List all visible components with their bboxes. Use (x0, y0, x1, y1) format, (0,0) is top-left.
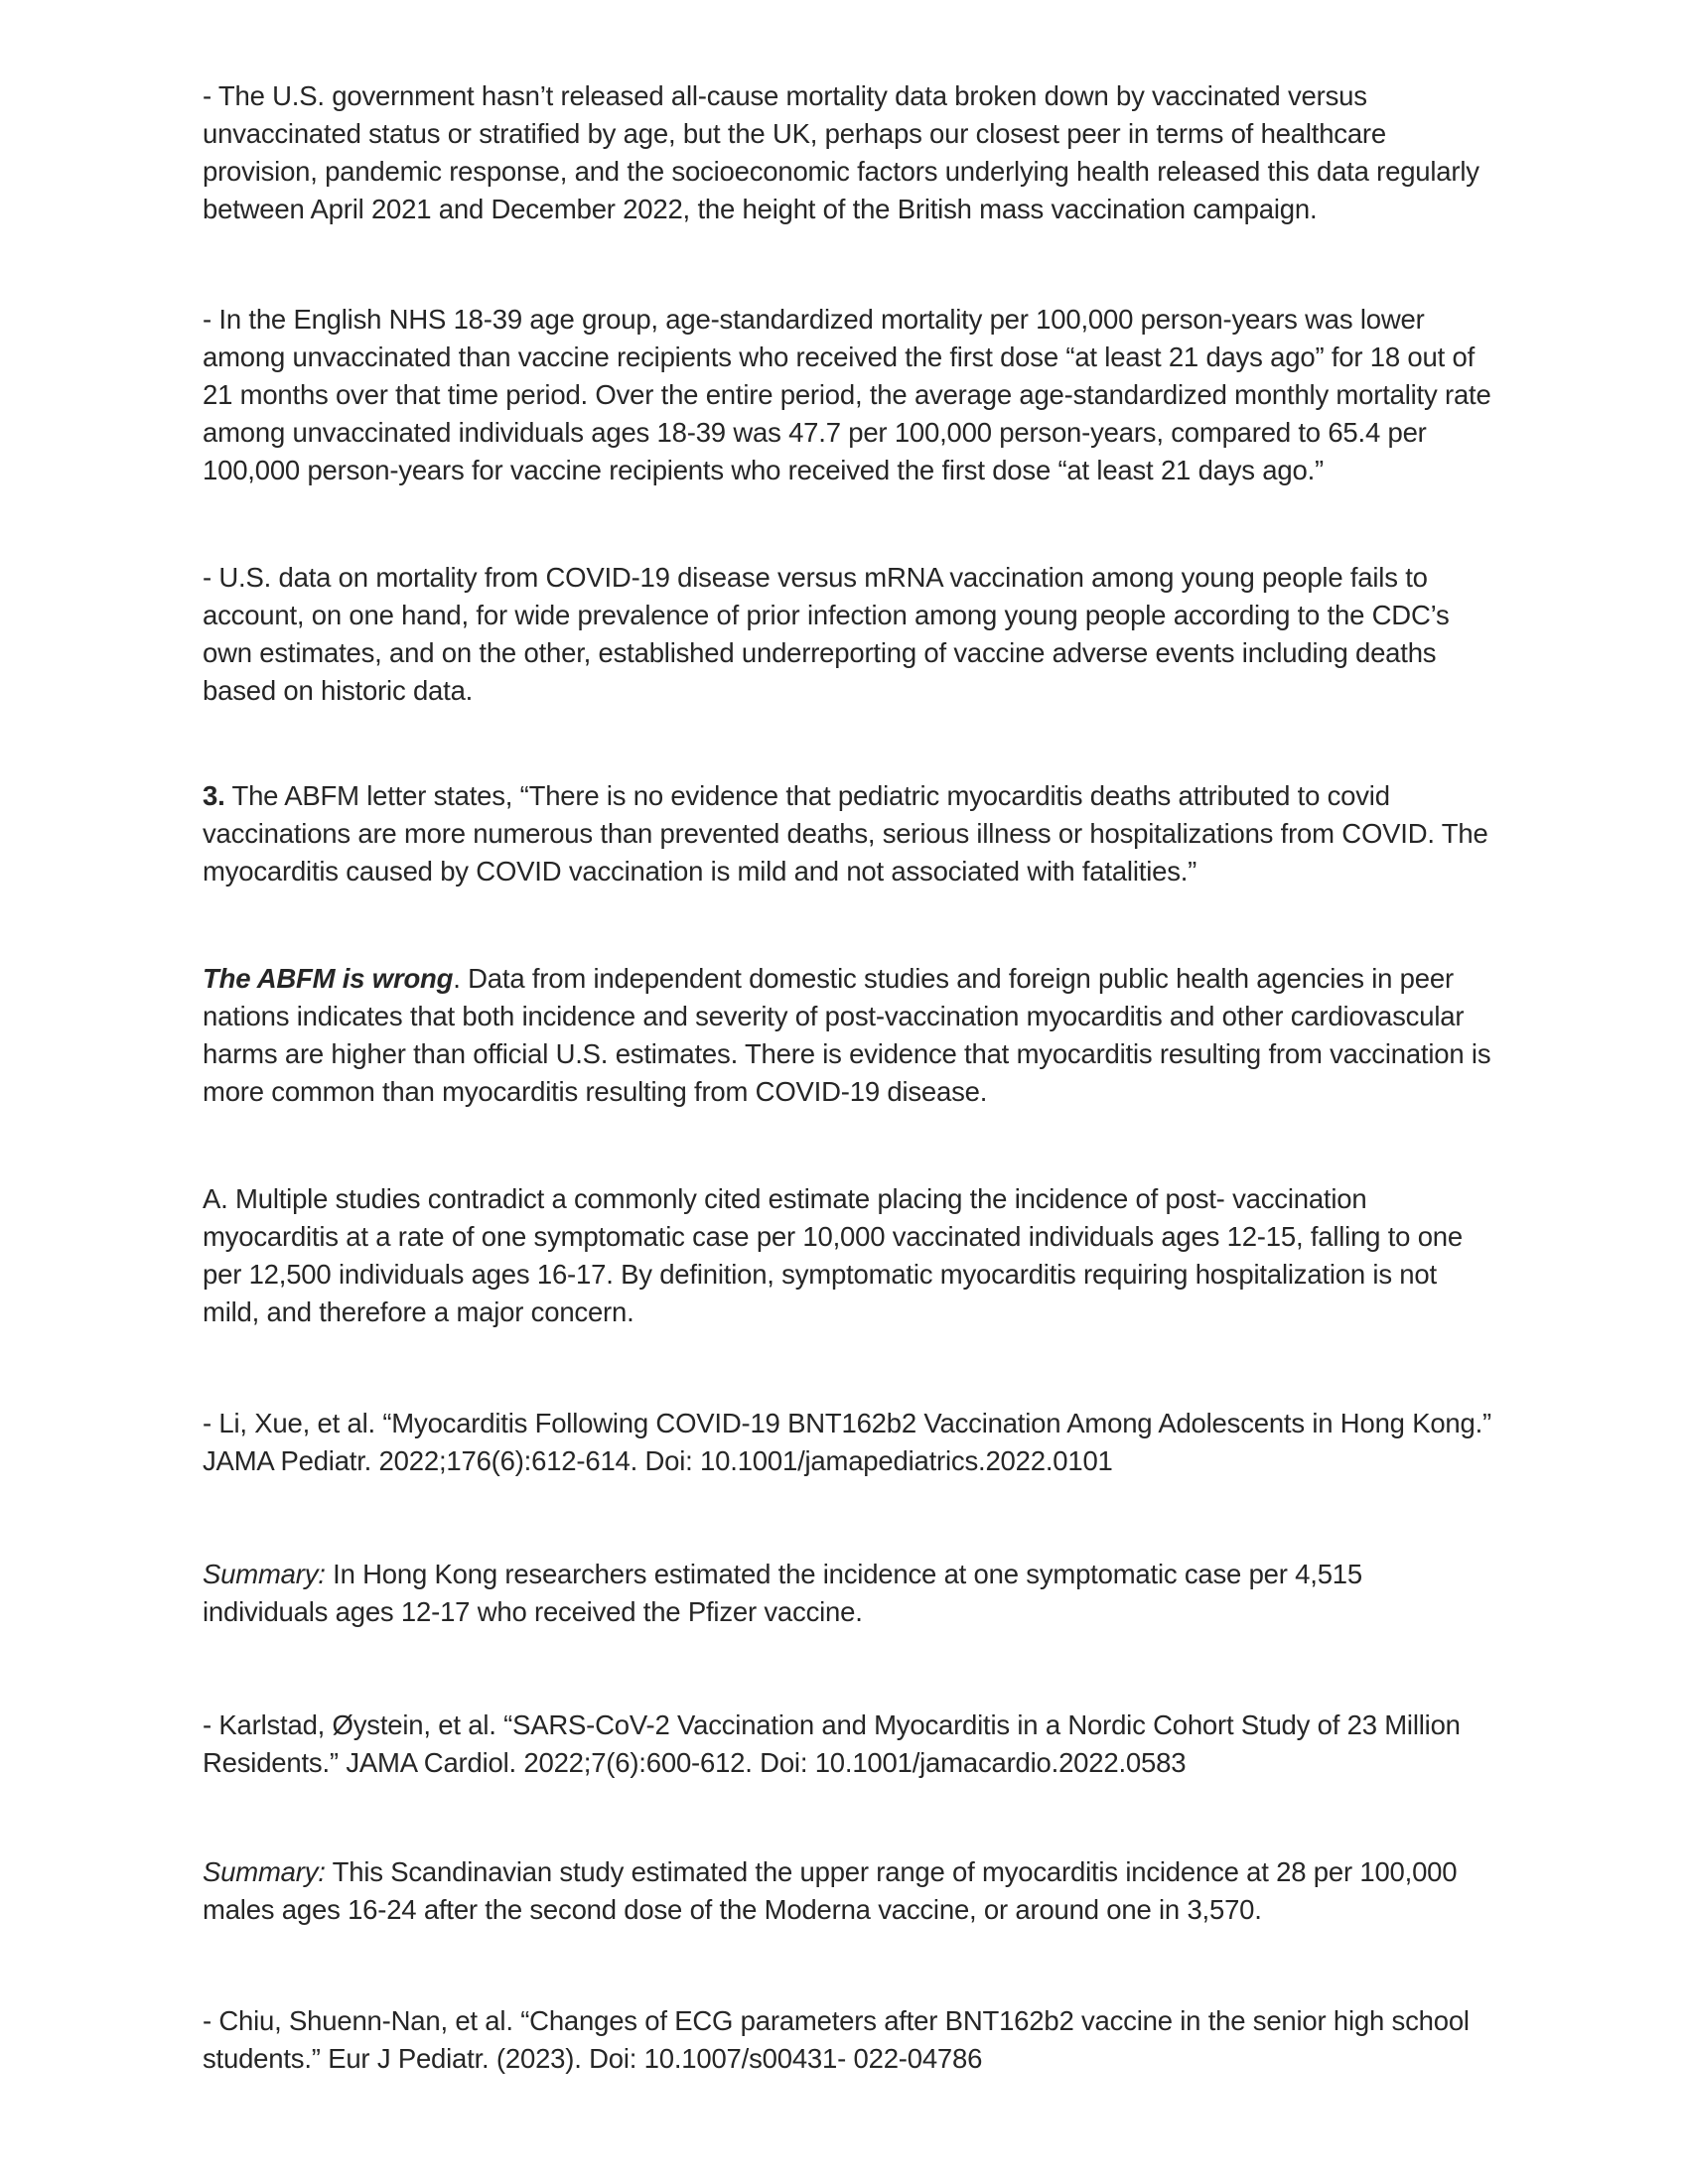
summary-hong-kong (203, 1556, 1493, 1631)
paragraph-spacer (203, 1331, 1493, 1405)
paragraph-spacer (203, 1782, 1493, 1853)
summary-text: This Scandinavian study estimated the upper range of myocarditis incidence at 28 per 100,000 males ages 16-24 after the second dose of the Moderna vaccine, or around one in 3,570. (203, 1856, 1458, 1925)
paragraph-studies-contradict: A. Multiple studies contradict a commonly cited estimate placing the incidence of post- vaccination myocarditis at a rate of one symptomatic case per 10,000 vaccinated individuals ages 12-15, falling to one per 12,500 individuals ages 16-17. By definition, symptomatic myocarditis requiring hospitalization is not mild, and therefore a major concern. (203, 1183, 1463, 1327)
paragraph-spacer (203, 890, 1493, 960)
paragraph-spacer (203, 1929, 1493, 2002)
section-text: The ABFM letter states, “There is no evidence that pediatric myocarditis deaths attributed to covid vaccinations are more numerous than prevented deaths, serious illness or hospitalizations from COVID. The myocarditis caused by COVID vaccination is mild and not associated with fatalities.” (203, 780, 1488, 887)
paragraph-spacer (203, 489, 1493, 559)
paragraph-spacer (203, 228, 1493, 301)
paragraph-us-mortality-data: - U.S. data on mortality from COVID-19 disease versus mRNA vaccination among young people fails to account, on one hand, for wide prevalence of prior infection among young people according to the CDC’s own estimates, and on the other, established underreporting of vaccine adverse events including deaths based on historic data. (203, 562, 1450, 706)
summary-label: Summary: (203, 1559, 326, 1589)
summary-text: In Hong Kong researchers estimated the incidence at one symptomatic case per 4,515 individuals ages 12-17 who received the Pfizer vaccine. (203, 1559, 1362, 1627)
paragraph-spacer (203, 710, 1493, 777)
paragraph-spacer (203, 1111, 1493, 1180)
paragraph-uk-mortality-data: - The U.S. government hasn’t released all-cause mortality data broken down by vaccinated versus unvaccinated status or stratified by age, but the UK, perhaps our closest peer in terms of healthcare provision, pandemic response, and the socioeconomic factors underlying health released this data regularly between April 2021 and December 2022, the height of the British mass vaccination campaign. (203, 80, 1479, 224)
summary-scandinavian (203, 1853, 1493, 1929)
paragraph-nhs-age-group: - In the English NHS 18-39 age group, age-standardized mortality per 100,000 person-years was lower among unvaccinated than vaccine recipients who received the first dose “at least 21 days ago” for 18 out of 21 months over that time period. Over the entire period, the average age-standardized monthly mortality rate among unvaccinated individuals ages 18-39 was 47.7 per 100,000 person-years, compared to 65.4 per 100,000 person-years for vaccine recipients who received the first dose “at least 21 days ago.” (203, 304, 1491, 485)
paragraph-abfm-rebuttal (203, 960, 1493, 1111)
rebuttal-lead: The ABFM is wrong (203, 963, 454, 994)
paragraph-abfm-letter-quote (203, 777, 1493, 890)
section-number: 3. (203, 780, 225, 811)
citation-chiu: - Chiu, Shuenn-Nan, et al. “Changes of ECG parameters after BNT162b2 vaccine in the senior high school students.” Eur J Pediatr. (2023). Doi: 10.1007/s00431- 022-04786 (203, 2005, 1470, 2074)
citation-li-xue: - Li, Xue, et al. “Myocarditis Following COVID-19 BNT162b2 Vaccination Among Adolescents in Hong Kong.” JAMA Pediatr. 2022;176(6):612-614. Doi: 10.1001/jamapediatrics.2022.0101 (203, 1408, 1492, 1476)
paragraph-spacer (203, 1480, 1493, 1556)
paragraph-spacer (203, 1631, 1493, 1706)
citation-karlstad: - Karlstad, Øystein, et al. “SARS-CoV-2 Vaccination and Myocarditis in a Nordic Cohort Study of 23 Million Residents.” JAMA Cardiol. 2022;7(6):600-612. Doi: 10.1001/jamacardio.2022.0583 (203, 1709, 1461, 1778)
summary-label: Summary: (203, 1856, 326, 1887)
rebuttal-text: . Data from independent domestic studies and foreign public health agencies in peer nations indicates that both incidence and severity of post-vaccination myocarditis and other cardiovascular harms are higher than official U.S. estimates. There is evidence that myocarditis resulting from vaccination is more common than myocarditis resulting from COVID-19 disease. (203, 963, 1491, 1107)
document-body (203, 77, 1493, 2078)
